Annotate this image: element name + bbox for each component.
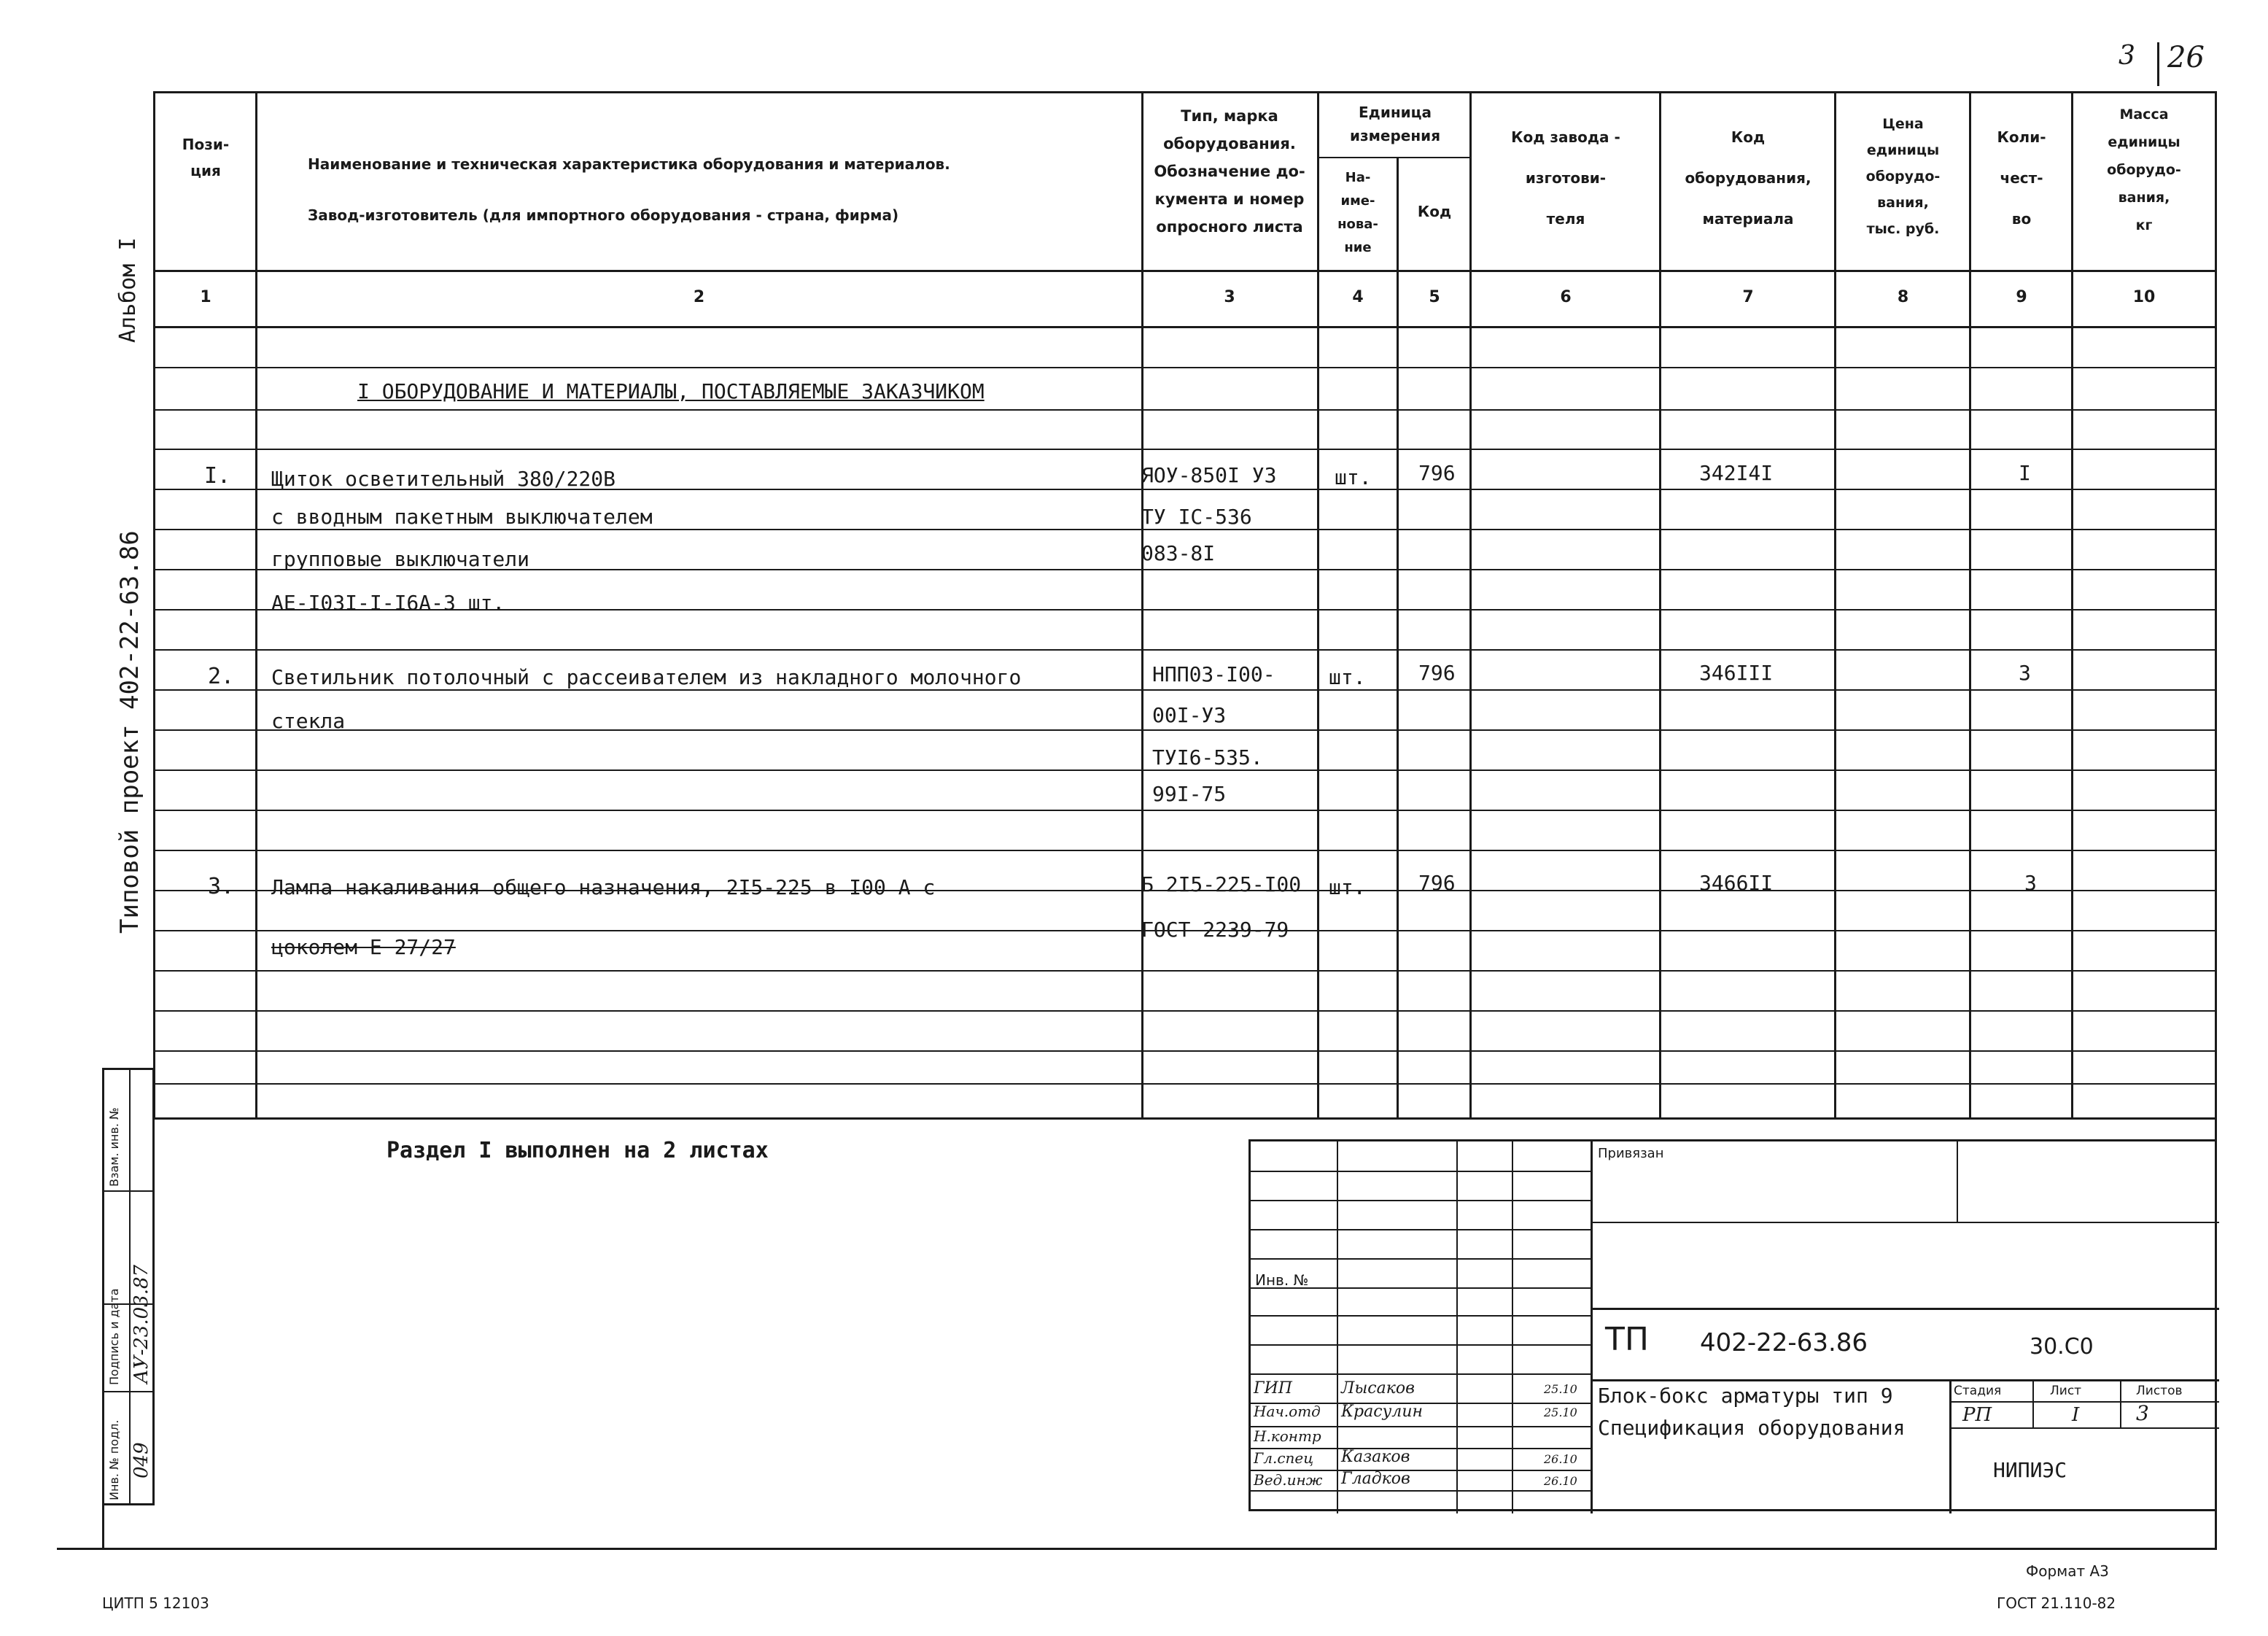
row9-unit: шт. [1329,875,1366,899]
row6-name: стекла [271,709,346,733]
col-num-8: 8 [1897,288,1909,306]
row3-name: групповые выключатели [271,547,530,571]
tb-sheet-label: Лист [2050,1384,2082,1398]
tb-inv-label: Инв. № [1255,1271,1309,1289]
bottom-left-stamp: ЦИТП 5 12103 [102,1594,209,1612]
sig-role-2: Нач.отд [1254,1403,1321,1420]
tb-linked-label: Привязан [1598,1146,1664,1161]
row1-equip-code: 342I4I [1699,461,1774,485]
row1-qty: I [2019,461,2031,485]
col-num-5: 5 [1429,288,1440,306]
hdr-name: Наименование и техническая характеристика оборудования и материалов. Завод-изготовитель (для импортного оборудования - страна, фирма) [308,155,950,224]
stamp-podpis-label: Подпись и дата [107,1288,121,1385]
row9-pos: 3. [208,874,235,899]
sig-role-5: Вед.инж [1254,1471,1323,1489]
hdr-unit-name: На- име- нова- ние [1337,170,1378,255]
row9-unit-code: 796 [1418,871,1456,895]
tb-sheet-value: I [2072,1404,2080,1426]
title-block [1248,1139,2217,1511]
row4-name: АЕ-I03I-I-I6А-3 шт. [271,591,505,615]
sig-role-3: Н.контр [1254,1427,1321,1445]
row1-unit: шт. [1335,465,1372,489]
section-title: I ОБОРУДОВАНИЕ И МАТЕРИАЛЫ, ПОСТАВЛЯЕМЫЕ ЗАКАЗЧИКОМ [357,379,985,403]
tb-doc-suffix: 30.С0 [2030,1334,2094,1360]
sig-role-4: Гл.спец [1254,1449,1314,1467]
corner-mark: 3 [2119,41,2135,71]
col-num-6: 6 [1560,288,1572,306]
tb-org: НИПИЭС [1993,1458,2067,1482]
hdr-unit-code: Код [1417,203,1452,220]
hdr-qty: Коли- чест- во [1997,128,2046,228]
sig-date-5: 26.10 [1544,1474,1577,1488]
left-stamp [102,1068,155,1505]
row1-type: ЯОУ-850I УЗ [1141,463,1277,487]
tb-stage-value: РП [1962,1404,1992,1426]
row2-type: ТУ IС-536 [1141,505,1252,529]
tb-title-line2: Спецификация оборудования [1598,1416,1906,1440]
sig-name-5: Гладков [1341,1470,1410,1488]
row1-pos: I. [204,463,231,489]
hdr-price: Цена единицы оборудо- вания, тыс. руб. [1865,116,1941,237]
row5-name: Светильник потолочный с рассеивателем из накладного молочного [271,665,1022,689]
tb-doc-prefix: ТП [1605,1321,1649,1358]
hdr-plant-code: Код завода - изготови- теля [1511,128,1620,228]
col-num-4: 4 [1352,288,1364,306]
stamp-sign-value: АУ-23.03.87 [131,1264,152,1384]
section-footer-note: Раздел I выполнен на 2 листах [387,1138,769,1163]
hdr-position: Пози- ция [182,136,230,179]
sig-name-2: Красулин [1341,1403,1423,1421]
bottom-right-stamp: ГОСТ 21.110-82 [1997,1594,2116,1612]
row9-equip-code: 3466II [1699,871,1774,895]
row9-name: Лампа накаливания общего назначения, 2I5-225 в I00 А с [271,875,936,899]
frame-bottom [57,1548,2217,1550]
row10-name: цоколем Е 27/27 [271,935,456,959]
sig-name-1: Лысаков [1341,1379,1415,1397]
col-num-3: 3 [1224,288,1235,306]
hdr-unit: Единица измерения [1349,104,1441,144]
row2-name: с вводным пакетным выключателем [271,505,653,529]
col-num-2: 2 [693,288,705,306]
stamp-inv-value: 049 [131,1442,152,1478]
row6-type: 00I-УЗ [1152,703,1227,727]
row5-unit-code: 796 [1418,661,1456,685]
hdr-equip-code: Код оборудования, материала [1685,128,1811,228]
tb-sheets-value: 3 [2136,1401,2149,1425]
row3-type: 083-8I [1141,541,1216,565]
sig-date-1: 25.10 [1544,1382,1577,1396]
sig-name-4: Казаков [1341,1448,1410,1466]
row1-unit-code: 796 [1418,461,1456,485]
row5-qty: 3 [2019,661,2031,685]
stamp-inv-label: Инв. № подл. [107,1419,121,1500]
tb-doc-code: 402-22-63.86 [1700,1328,1868,1357]
row5-type: НПП03-I00- [1152,662,1275,686]
sheet-number: 26 [2167,41,2205,74]
row5-pos: 2. [208,664,235,689]
row9-type: Б 2I5-225-I00 [1141,872,1302,896]
project-label: Типовой проект 402-22-63.86 [115,530,144,934]
row5-unit: шт. [1329,665,1366,689]
stamp-vzam-label: Взам. инв. № [107,1107,121,1187]
row7-type: ТУI6-535. [1152,745,1263,769]
hdr-mass: Масса единицы оборудо- вания, кг [2107,106,2181,233]
col-num-9: 9 [2016,288,2027,306]
sig-date-4: 26.10 [1544,1452,1577,1466]
album-label: Альбом I [115,237,141,343]
tb-title-line1: Блок-бокс арматуры тип 9 [1598,1384,1893,1408]
row9-qty: 3 [2024,871,2037,895]
row8-type: 99I-75 [1152,782,1227,806]
format-label: Формат А3 [2026,1562,2109,1580]
col-num-7: 7 [1742,288,1754,306]
tb-sheets-label: Листов [2136,1384,2183,1398]
sig-date-2: 25.10 [1544,1406,1577,1419]
row10-type: ГОСТ 2239-79 [1141,918,1289,942]
hdr-type: Тип, марка оборудования. Обозначение до- кумента и номер опросного листа [1154,107,1305,236]
tb-stage-label: Стадия [1954,1384,2002,1398]
sig-role-1: ГИП [1254,1379,1292,1397]
corner-divider [2157,42,2159,86]
col-num-1: 1 [200,288,211,306]
row5-equip-code: 346III [1699,661,1774,685]
col-num-10: 10 [2132,288,2156,306]
row1-name: Щиток осветительный 380/220В [271,467,616,491]
